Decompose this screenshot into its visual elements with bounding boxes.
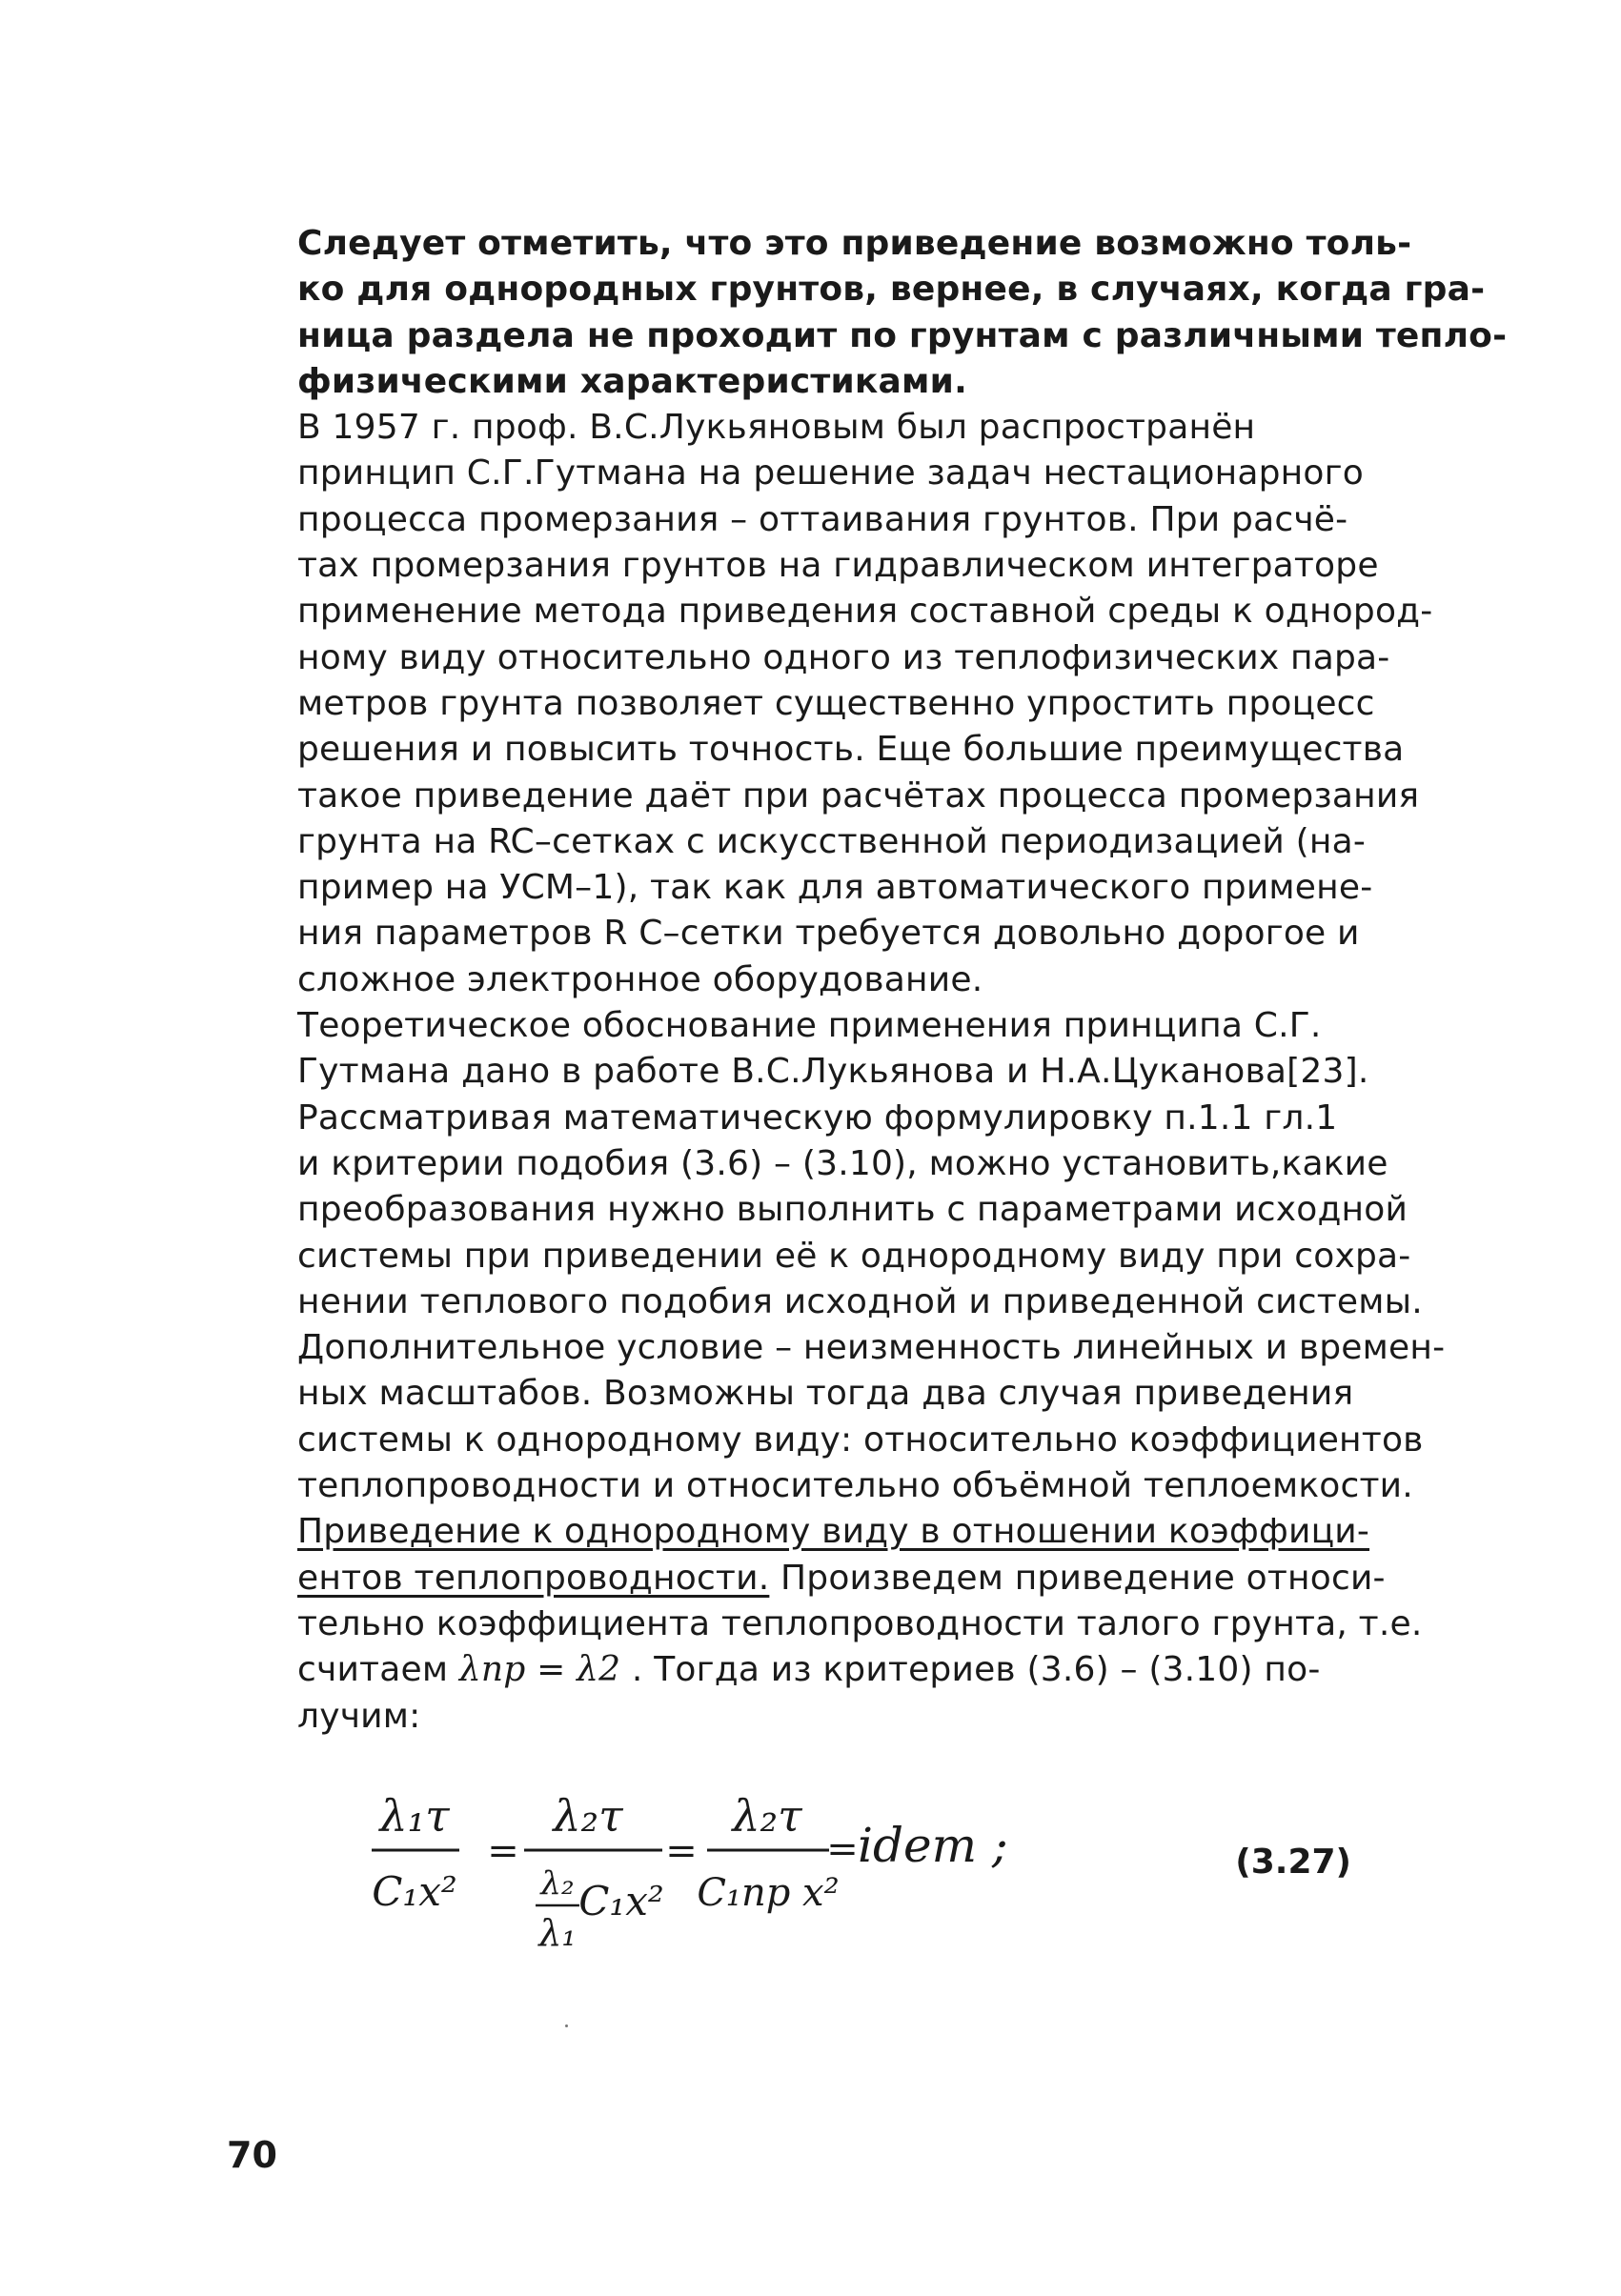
frac3-denominator: C₁пр x² — [697, 1871, 840, 1915]
frac2-denominator-rest: C₁x² — [578, 1878, 664, 1924]
text-line: Дополнительное условие – неизменность линейных и времен- — [297, 1328, 1446, 1368]
text-line: Рассматривая математическую формулировку п.1.1 гл.1 — [297, 1098, 1338, 1138]
text-run: Произведем приведение относи- — [769, 1558, 1386, 1598]
paragraph-3 — [229, 1003, 1396, 1096]
inline-math-eq: = — [525, 1650, 577, 1690]
paragraph-2 — [229, 405, 1433, 1003]
paragraph-5 — [229, 1509, 1423, 1739]
frac3-numerator: λ₂τ — [732, 1791, 802, 1842]
equation-number: (3.27) — [1235, 1843, 1351, 1882]
section-heading: Приведение к однородному виду в отношении коэффици- — [297, 1512, 1370, 1552]
text-line: ко для однородных грунтов, вернее, в случаях, когда гра- — [297, 270, 1486, 310]
frac2-ratio-denominator: λ₁ — [538, 1912, 577, 1954]
frac1-numerator: λ₁τ — [379, 1791, 450, 1842]
text-line: такое приведение даёт при расчётах процесса промерзания — [297, 775, 1420, 816]
text-line: пример на УСМ–1), так как для автоматического примене- — [297, 868, 1373, 908]
text-run: считаем — [297, 1650, 459, 1690]
equals-sign: = — [826, 1827, 859, 1871]
text-line — [229, 1509, 1396, 1555]
section-heading: ентов теплопроводности. — [297, 1558, 770, 1598]
text-line: процесса промерзания – оттаивания грунтов. При расчё- — [297, 499, 1348, 539]
text-line: системы при приведении её к однородному виду при сохра- — [297, 1236, 1411, 1276]
text-line: ному виду относительно одного из теплофизических пара- — [297, 637, 1390, 677]
text-line: тах промерзания грунтов на гидравлическом интеграторе — [297, 546, 1379, 586]
inline-math-lhs: λпр — [458, 1650, 526, 1690]
text-line: Теоретическое обоснование применения принципа С.Г. — [297, 1006, 1322, 1046]
equation-3-27 — [372, 1791, 1401, 2001]
text-line: преобразования нужно выполнить с параметрами исходной — [297, 1190, 1408, 1230]
text-line: ния параметров R С–сетки требуется довольно дорогое и — [297, 914, 1360, 954]
frac2-numerator: λ₂τ — [553, 1791, 623, 1842]
equation-result: idem ; — [858, 1818, 1008, 1873]
inline-math-rhs: λ2 — [577, 1650, 621, 1690]
scan-speck — [565, 2024, 568, 2027]
frac2-ratio-numerator: λ₂ — [540, 1864, 575, 1903]
text-line: применение метода приведения составной среды к однород- — [297, 592, 1433, 632]
text-line: принцип С.Г.Гутмана на решение задач нестационарного — [297, 453, 1364, 493]
text-line: метров грунта позволяет существенно упростить процесс — [297, 683, 1375, 723]
text-line: системы к однородному виду: относительно коэффициентов — [297, 1420, 1424, 1460]
text-line: нении теплового подобия исходной и приведенной системы. — [297, 1281, 1423, 1321]
text-line: В 1957 г. проф. В.С.Лукьяновым был распространён — [297, 408, 1256, 448]
equals-sign: = — [487, 1829, 519, 1873]
page-number: 70 — [227, 2134, 277, 2176]
text-line: лучим: — [297, 1696, 421, 1736]
text-line — [229, 1556, 1396, 1601]
text-line: ных масштабов. Возможны тогда два случая приведения — [297, 1374, 1354, 1414]
text-line: теплопроводности и относительно объёмной теплоемкости. — [297, 1466, 1413, 1506]
text-line: и критерии подобия (3.6) – (3.10), можно установить,какие — [297, 1143, 1388, 1183]
text-line: Следует отметить, что это приведение возможно толь- — [297, 224, 1412, 263]
paragraph-4 — [229, 1096, 1446, 1510]
text-line: физическими характеристиками. — [297, 361, 967, 401]
equation-svg — [372, 1791, 1401, 2001]
page-body — [229, 221, 1508, 1740]
text-line — [229, 1647, 1396, 1693]
text-line: ница раздела не проходит по грунтам с различными тепло- — [297, 315, 1508, 355]
equals-sign: = — [665, 1829, 698, 1873]
frac1-denominator: C₁x² — [372, 1868, 457, 1915]
text-line: грунта на RC–сетках с искусственной периодизацией (на- — [297, 821, 1367, 861]
text-line: решения и повысить точность. Еще большие преимущества — [297, 730, 1405, 770]
text-line: Гутмана дано в работе В.С.Лукьянова и Н.А.Цуканова[23]. — [297, 1052, 1369, 1092]
text-line: сложное электронное оборудование. — [297, 959, 983, 999]
paragraph-1 — [229, 221, 1508, 405]
text-run: . Тогда из критериев (3.6) – (3.10) по- — [620, 1650, 1321, 1690]
text-line: тельно коэффициента теплопроводности талого грунта, т.е. — [297, 1603, 1423, 1643]
